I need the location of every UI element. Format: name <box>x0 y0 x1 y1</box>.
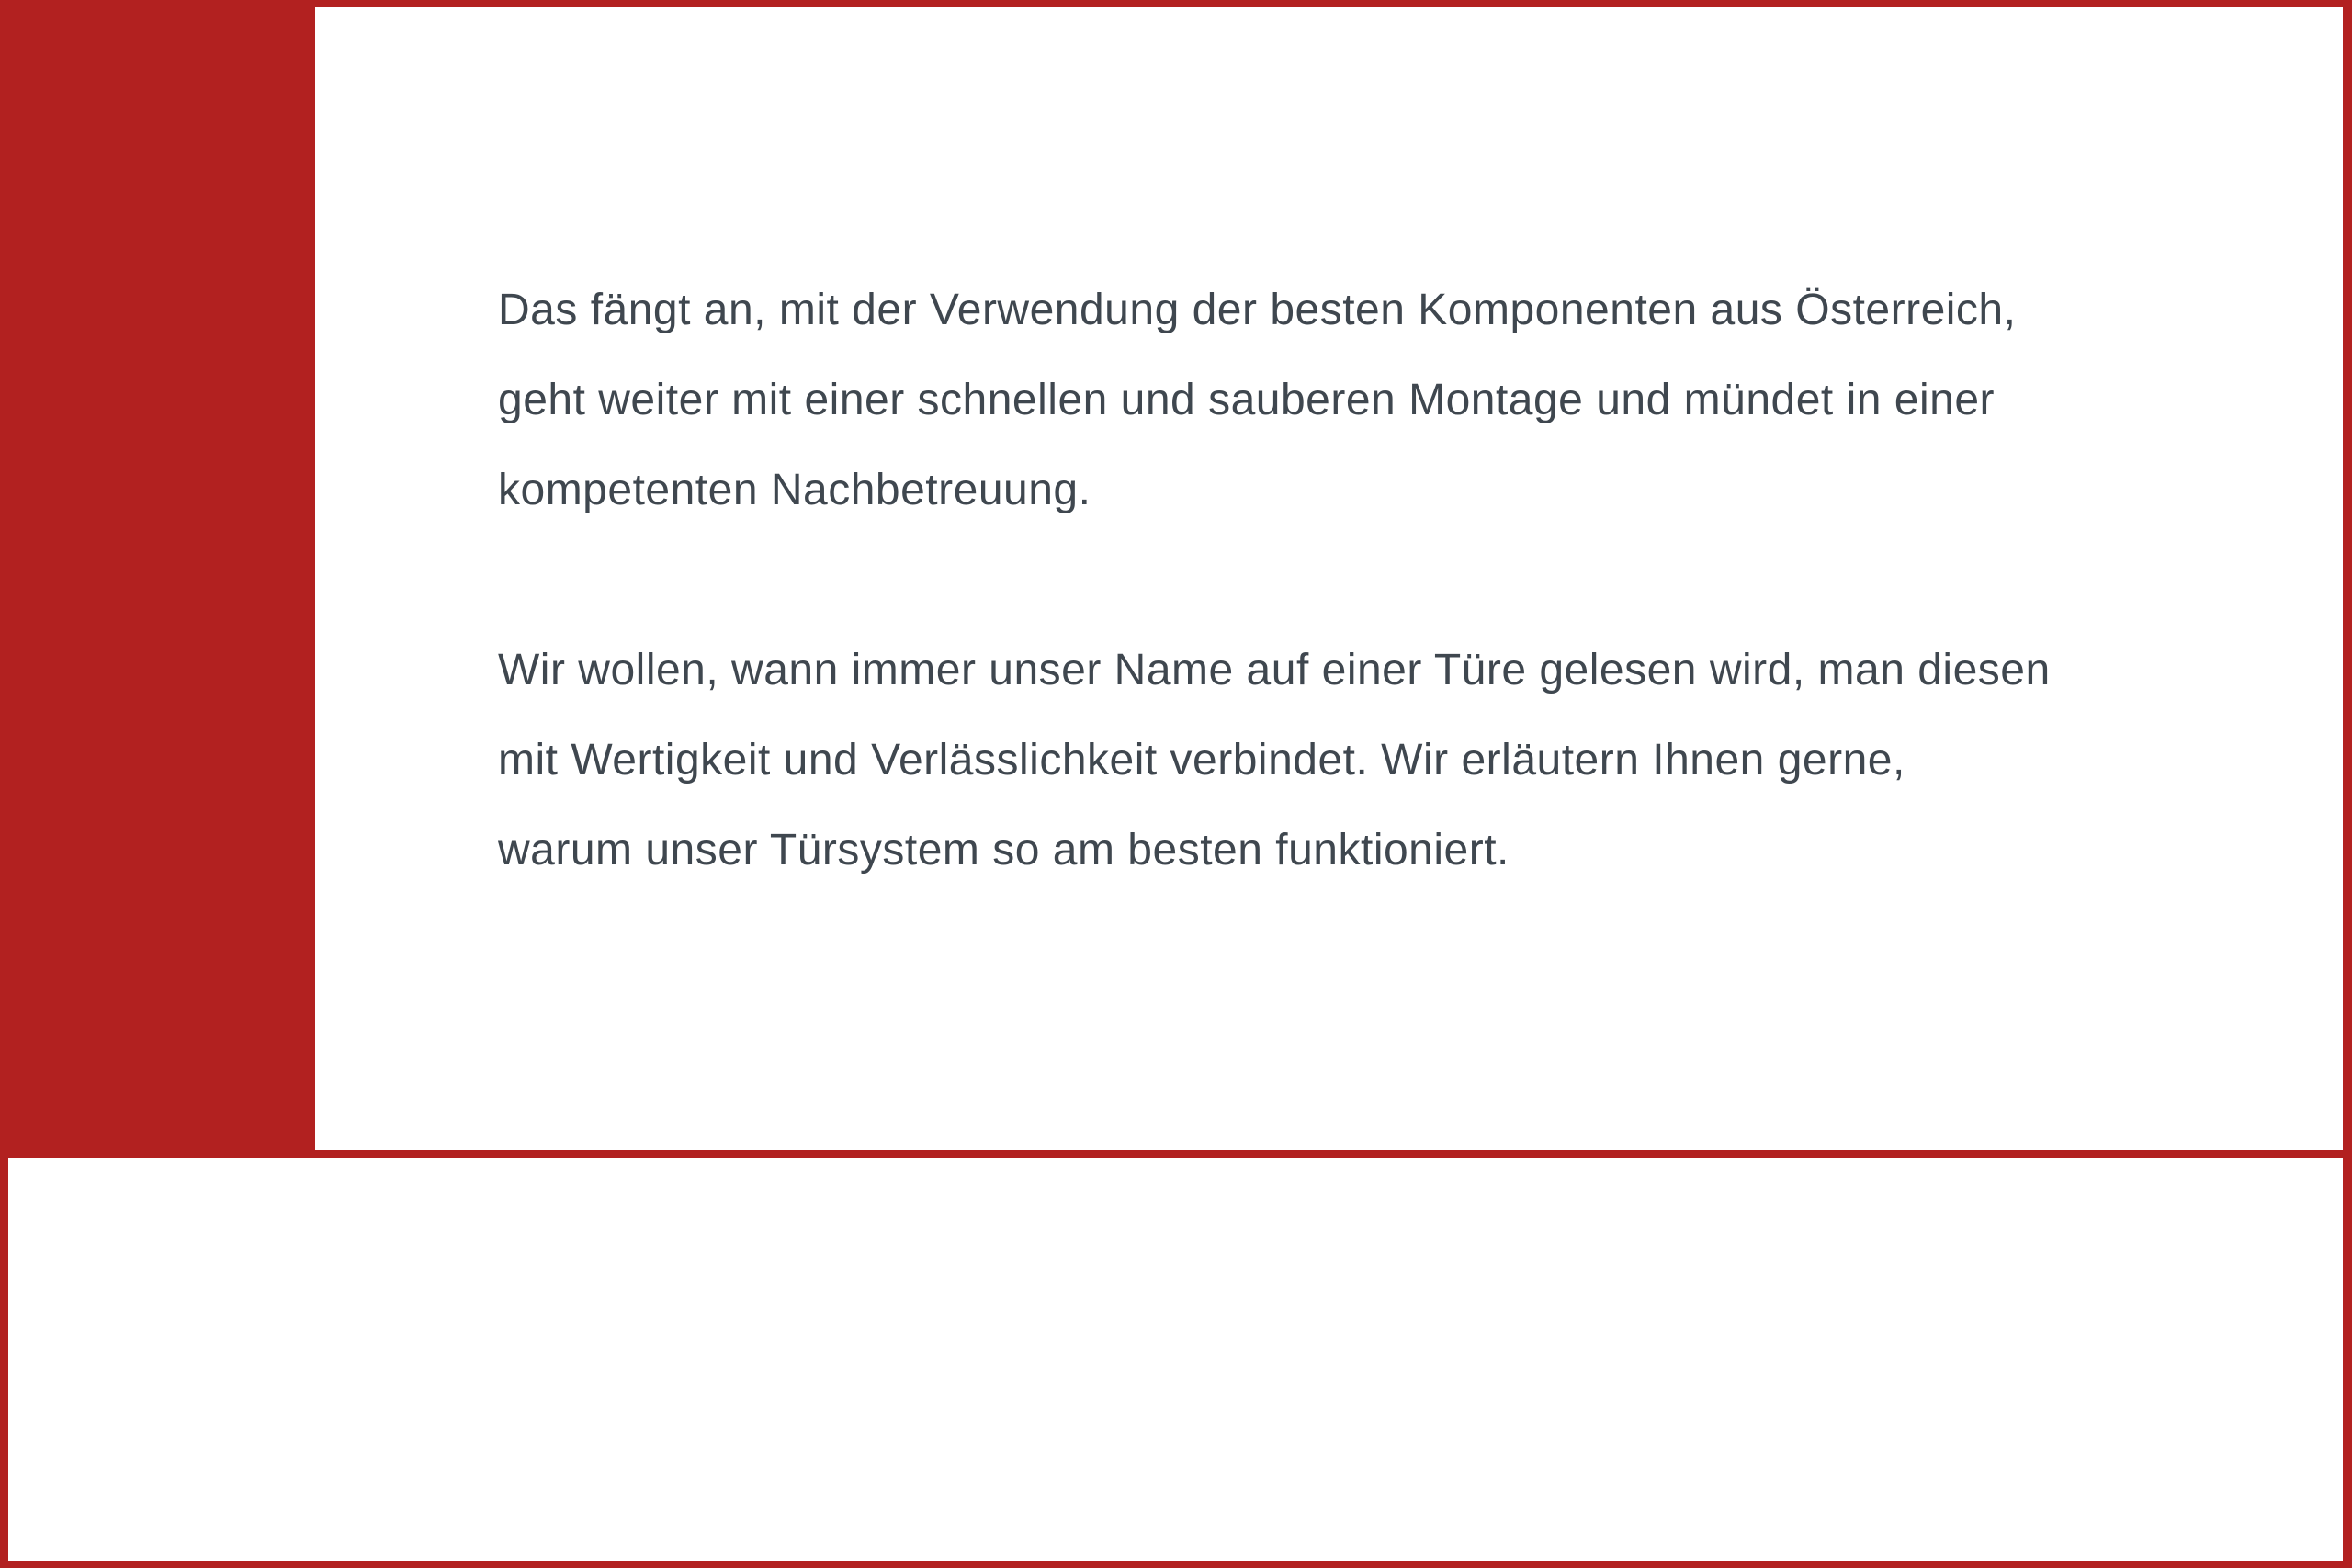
intro-paragraph-2 <box>498 626 2214 896</box>
text-line: warum unser Türsystem so am besten funktioniert. <box>498 826 1510 874</box>
content-panel <box>315 7 2343 1150</box>
text-line: kompetenten Nachbetreuung. <box>498 466 1091 514</box>
text-line: Wir wollen, wann immer unser Name auf einer Türe gelesen wird, man diesen <box>498 646 2051 694</box>
red-sidebar-panel <box>0 0 315 1147</box>
bottom-panel <box>8 1158 2343 1561</box>
text-line: mit Wertigkeit und Verlässlichkeit verbindet. Wir erläutern Ihnen gerne, <box>498 736 1905 784</box>
section-divider <box>0 1150 2352 1158</box>
text-line: geht weiter mit einer schnellen und sauberen Montage und mündet in einer <box>498 376 1995 424</box>
text-line: Das fängt an, mit der Verwendung der besten Komponenten aus Österreich, <box>498 286 2017 334</box>
intro-paragraph-1 <box>498 265 2214 536</box>
